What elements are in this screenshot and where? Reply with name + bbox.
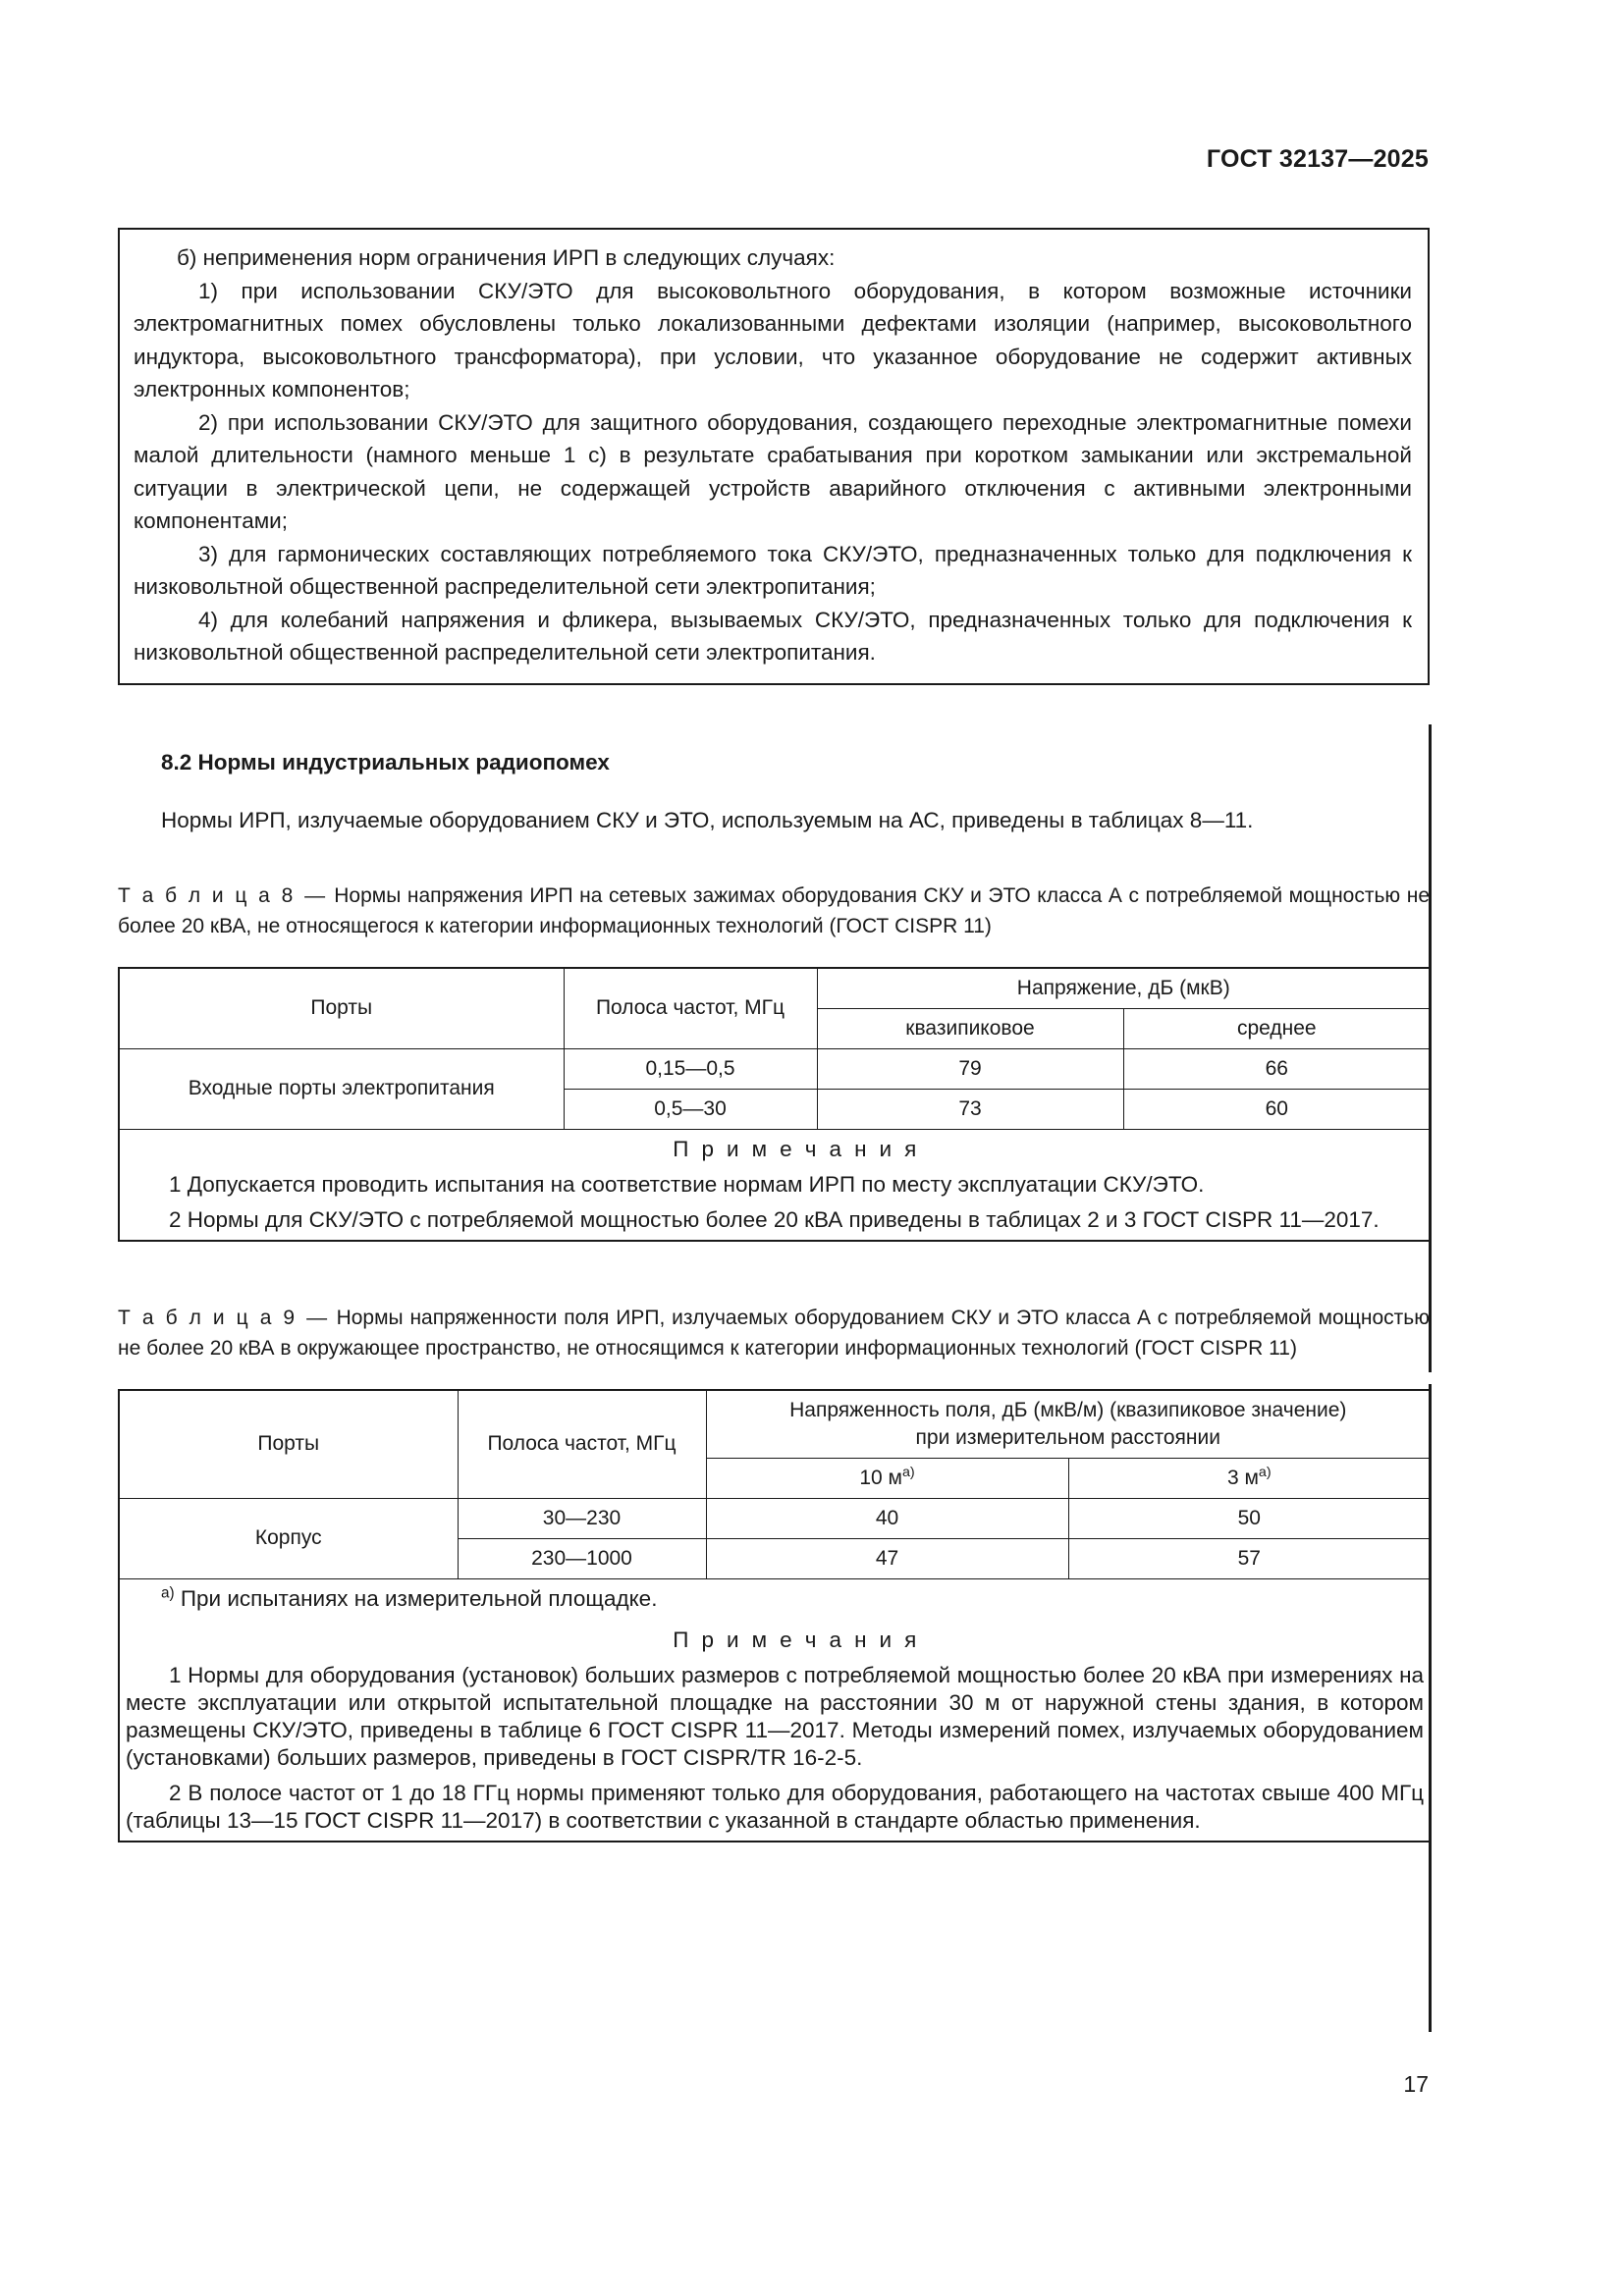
- table-8-notes: [119, 1129, 1431, 1241]
- table-8-caption: [118, 881, 1430, 941]
- table-8-row: [119, 1048, 1431, 1089]
- table-8-cell-quasi-peak: 73: [817, 1089, 1123, 1129]
- table-8-cell-quasi-peak: 79: [817, 1048, 1123, 1089]
- table-8-caption-label: Т а б л и ц а 8 —: [118, 883, 328, 907]
- section-intro-paragraph: Нормы ИРП, излучаемые оборудованием СКУ и ЭТО, используемым на АС, приведены в таблицах 8—11.: [161, 808, 1254, 832]
- clause-b-item-2: 2) при использовании СКУ/ЭТО для защитного оборудования, создающего переходные электромагнитные помехи малой длительности (намного меньше 1 с) в результате срабатывания при коротком замыкании или экстремальной ситуации в электрической цепи, не содержащей устройств аварийного отключения с активными электронными компонентами;: [134, 409, 1412, 533]
- table-9-header-distance-10m-value: 10 м: [859, 1466, 902, 1489]
- table-9-cell-d3: 57: [1068, 1538, 1431, 1578]
- table-9-cell-d10: 47: [706, 1538, 1068, 1578]
- section-heading-8-2: 8.2 Нормы индустриальных радиопомех: [161, 749, 610, 774]
- clause-b-item-3: 3) для гармонических составляющих потребляемого тока СКУ/ЭТО, предназначенных только для подключения к низковольтной общественной распределительной сети электропитания;: [134, 541, 1412, 599]
- table-9-cell-d10: 40: [706, 1498, 1068, 1538]
- table-9-header-field-group: [706, 1390, 1431, 1459]
- table-9-cell-port: Корпус: [119, 1498, 458, 1578]
- table-9-footnote: [126, 1585, 1424, 1613]
- table-9-caption: [118, 1303, 1430, 1363]
- table-9-caption-label: Т а б л и ц а 9 —: [118, 1306, 330, 1329]
- clause-b-lead: б) неприменения норм ограничения ИРП в следующих случаях:: [177, 245, 836, 270]
- table-9-caption-text: Нормы напряженности поля ИРП, излучаемых оборудованием СКУ и ЭТО класса А с потребляемой мощностью не более 20 кВА в окружающее пространство, не относящимся к категории информационных технологий (ГОСТ CISPR 11): [118, 1306, 1430, 1360]
- table-9-cell-d3: 50: [1068, 1498, 1431, 1538]
- table-8-cell-band: 0,5—30: [564, 1089, 817, 1129]
- table-9-header-distance-10m-footnote-marker: а): [901, 1464, 915, 1480]
- table-8-note-2: 2 Нормы для СКУ/ЭТО с потребляемой мощностью более 20 кВА приведены в таблицах 2 и 3 ГОСТ CISPR 11—2017.: [169, 1206, 1380, 1232]
- table-9-header-ports: Порты: [119, 1390, 458, 1499]
- table-9-header-distance-3m-value: 3 м: [1226, 1466, 1259, 1489]
- table-8-header-quasi-peak: квазипиковое: [817, 1008, 1123, 1048]
- table-9-notes-row: [119, 1578, 1431, 1842]
- table-9-note-2: 2 В полосе частот от 1 до 18 ГГц нормы применяют только для оборудования, работающего на частотах свыше 400 МГц (таблицы 13—15 ГОСТ CISPR 11—2017) в соответствии с указанной в стандарте областью применения.: [126, 1780, 1425, 1833]
- table-9-header-distance-3m: [1068, 1458, 1431, 1498]
- table-9-cell-band: 230—1000: [458, 1538, 706, 1578]
- table-9-header-field-group-line2: при измерительном расстоянии: [915, 1425, 1220, 1449]
- page-header-standard-ref: ГОСТ 32137—2025: [1206, 145, 1429, 173]
- table-8-notes-title: П р и м е ч а н и я: [673, 1136, 920, 1161]
- table-8-header-average: среднее: [1123, 1008, 1431, 1048]
- table-9: [118, 1389, 1432, 1842]
- table-8-header-voltage-group: Напряжение, дБ (мкВ): [817, 968, 1431, 1009]
- table-9-cell-band: 30—230: [458, 1498, 706, 1538]
- table-9-footnote-text: При испытаниях на измерительной площадке.: [174, 1585, 658, 1611]
- page-content: [118, 228, 1430, 1842]
- table-8-caption-text: Нормы напряжения ИРП на сетевых зажимах оборудования СКУ и ЭТО класса А с потребляемой мощностью не более 20 кВА, не относящегося к категории информационных технологий (ГОСТ CISPR 11): [118, 883, 1430, 937]
- table-9-header-field-group-line1: Напряженность поля, дБ (мкВ/м) (квазипиковое значение): [789, 1398, 1347, 1421]
- table-9-notes: [119, 1578, 1431, 1842]
- table-9-footnote-marker: а): [161, 1584, 175, 1601]
- table-9-header-band: Полоса частот, МГц: [458, 1390, 706, 1499]
- clause-b-change-box: [118, 228, 1430, 685]
- table-8-note-1: 1 Допускается проводить испытания на соответствие нормам ИРП по месту эксплуатации СКУ/ЭТО.: [169, 1171, 1205, 1197]
- page-number: 17: [1403, 2071, 1429, 2097]
- clause-b-item-4: 4) для колебаний напряжения и фликера, вызываемых СКУ/ЭТО, предназначенных только для подключения к низковольтной общественной распределительной сети электропитания.: [134, 607, 1412, 665]
- table-8-notes-row: [119, 1129, 1431, 1241]
- table-9-header-distance-10m: [706, 1458, 1068, 1498]
- table-8-cell-average: 66: [1123, 1048, 1431, 1089]
- table-9-notes-title: П р и м е ч а н и я: [673, 1627, 920, 1652]
- table-8-header-row-1: [119, 968, 1431, 1009]
- table-8-cell-port: Входные порты электропитания: [119, 1048, 564, 1129]
- table-9-row: [119, 1498, 1431, 1538]
- table-9-note-1: 1 Нормы для оборудования (установок) больших размеров с потребляемой мощностью более 20 кВА при измерениях на месте эксплуатации или открытой испытательной площадке на расстоянии 30 м от наружной стены здания, в котором размещены СКУ/ЭТО, приведены в таблице 6 ГОСТ CISPR 11—2017. Методы измерений помех, излучаемых оборудованием (установками) больших размеров, приведены в ГОСТ CISPR/TR 16-2-5.: [126, 1662, 1425, 1770]
- table-9-header-row-1: [119, 1390, 1431, 1459]
- table-8: [118, 967, 1432, 1242]
- table-8-header-ports: Порты: [119, 968, 564, 1049]
- table-8-cell-average: 60: [1123, 1089, 1431, 1129]
- table-8-cell-band: 0,15—0,5: [564, 1048, 817, 1089]
- clause-b-item-1: 1) при использовании СКУ/ЭТО для высоковольтного оборудования, в котором возможные источники электромагнитных помех обусловлены только локализованными дефектами изоляции (например, высоковольтного индуктора, высоковольтного трансформатора), при условии, что указанное оборудование не содержит активных электронных компонентов;: [134, 278, 1412, 401]
- table-9-header-distance-3m-footnote-marker: а): [1258, 1464, 1272, 1480]
- table-8-header-band: Полоса частот, МГц: [564, 968, 817, 1049]
